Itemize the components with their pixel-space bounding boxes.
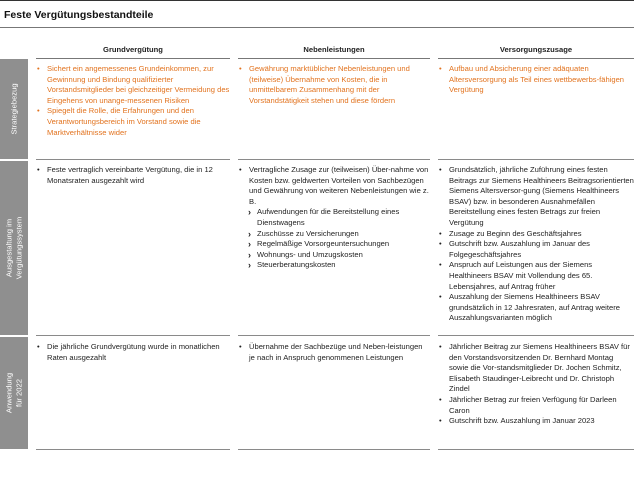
row-header-ausgestaltung [0,161,28,335]
row-divider [438,335,634,336]
list-item: • Aufbau und Absicherung einer adäquaten Altersversorgung als Teil eines wettbewerbs-fähigen Vergütung [438,64,634,96]
list-item: • Gewährung marktüblicher Nebenleistungen und (teilweise) Übernahme von Kosten, die in unmittelbarem Zusammenhang mit der Vorstandstätigkeit stehen und diese fördern [238,64,430,106]
sub-list-item: › Zuschüsse zu Versicherungen [238,229,430,240]
title-divider [0,27,634,28]
column-header-grundverguetung: Grundvergütung [103,45,163,54]
list-item: • Grundsätzlich, jährliche Zuführung eines festen Beitrags zur Siemens Healthineers Beitragsorientierten Siemens Altersversor-gung (Siemens Healthineers BSAV) bzw. in besonderen Ausnahmefällen Bereitstellung eines festen Betrags zur freien Vergütung [438,165,634,229]
list-item: • Übernahme der Sachbezüge und Neben-leistungen je nach in Anspruch genommenen Leistungen [238,342,430,363]
row-divider [36,449,230,450]
list-item: • Die jährliche Grundvergütung wurde in monatlichen Raten ausgezahlt [36,342,230,363]
sub-list-item: › Aufwendungen für die Bereitstellung eines Dienstwagens [238,207,430,228]
row-label-line: Ausgestaltung im [4,218,14,278]
sub-list-item: › Regelmäßige Vorsorgeuntersuchungen [238,239,430,250]
cell-strategie-versorgung [438,64,634,96]
row-header-anwendung [0,337,28,449]
cell-ausgestaltung-versorgung [438,165,634,324]
sub-list-item: › Steuerberatungskosten [238,260,430,271]
row-label-strategiebezug: Strategiebezug [9,83,19,135]
row-divider [238,449,430,450]
list-item: • Gutschrift bzw. Auszahlung im Januar 2023 [438,416,634,427]
list-item: • Vertragliche Zusage zur (teilweisen) Über-nahme von Kosten bzw. geldwerten Vorteilen von Sachbezügen und Gewährung von weiteren Nebenleistungen wie z. B. [238,165,430,207]
top-rule [0,0,634,1]
list-item: • Jährlicher Beitrag zur Siemens Healthineers BSAV für den Vorstandsvorsitzenden Dr. Bernhard Montag sowie die Vor-standsmitglieder Dr. Jochen Schmitz, Elisabeth Staudinger-Leibrecht und Dr. Christoph Zindel [438,342,634,395]
column-header-versorgungszusage: Versorgungszusage [499,45,573,54]
column-header-rule [238,58,430,59]
row-label-anwendung [5,373,24,413]
row-label-line: Anwendung [4,372,14,414]
list-item: • Spiegelt die Rolle, die Erfahrungen und den Verantwortungsbereich im Vorstand sowie die Marktverhältnisse wider [36,106,230,138]
row-divider [438,159,634,160]
cell-ausgestaltung-neben [238,165,430,271]
column-header-rule [36,58,230,59]
column-header-nebenleistungen: Nebenleistungen [303,45,365,54]
list-item: • Sichert ein angemessenes Grundeinkommen, zur Gewinnung und Bindung qualifizierter Vorstandsmitglieder bei gleichzeitiger Vermeidung des Eingehens von unange-messenen Risiken [36,64,230,106]
list-item: • Feste vertraglich vereinbarte Vergütung, die in 12 Monatsraten ausgezahlt wird [36,165,230,186]
cell-strategie-neben [238,64,430,106]
cell-anwendung-neben [238,342,430,363]
column-header-rule [438,58,634,59]
list-item: • Gutschrift bzw. Auszahlung im Januar des Folgegeschäftsjahres [438,239,634,260]
row-divider [36,159,230,160]
row-divider [238,159,430,160]
row-header-strategiebezug [0,59,28,159]
row-label-line: für 2022 [14,379,23,407]
row-label-line: Vergütungssystem [14,216,23,280]
row-divider [438,449,634,450]
list-item: • Zusage zu Beginn des Geschäftsjahres [438,229,634,240]
list-item: • Jährlicher Betrag zur freien Verfügung für Darleen Caron [438,395,634,416]
list-item: • Anspruch auf Leistungen aus der Siemens Healthineers BSAV mit Vollendung des 65. Lebensjahres, auf Antrag früher [438,260,634,292]
cell-strategie-grund [36,64,230,138]
row-divider [36,335,230,336]
row-label-ausgestaltung [5,217,24,279]
list-item: • Auszahlung der Siemens Healthineers BSAV grundsätzlich in 12 Jahresraten, auf Antrag weitere Auszahlungsvarianten möglich [438,292,634,324]
cell-anwendung-grund [36,342,230,363]
page-title: Feste Vergütungsbestandteile [4,9,154,21]
row-divider [238,335,430,336]
cell-ausgestaltung-grund [36,165,230,186]
cell-anwendung-versorgung [438,342,634,427]
sub-list-item: › Wohnungs- und Umzugskosten [238,250,430,261]
